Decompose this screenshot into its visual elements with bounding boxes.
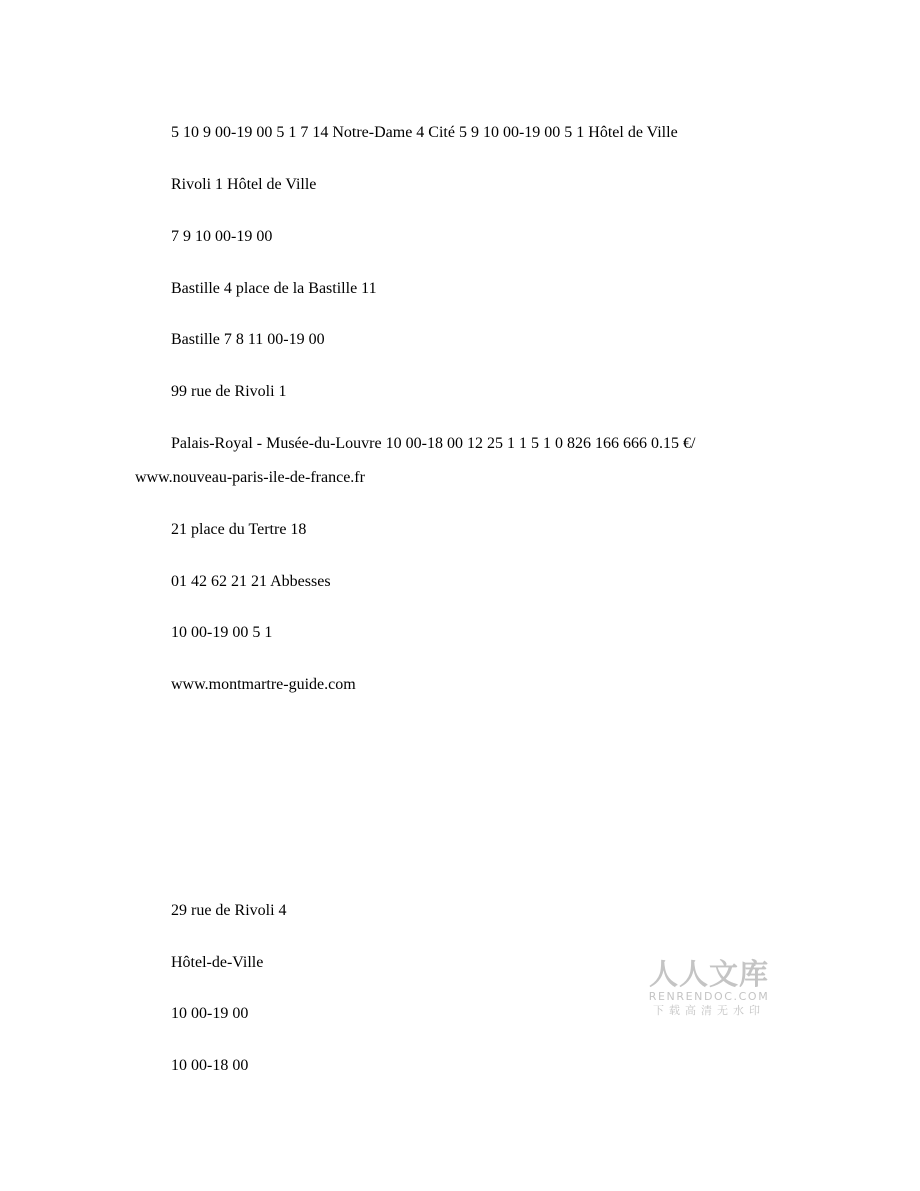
watermark-logo — [646, 958, 772, 1018]
text-line: Hôtel-de-Ville — [171, 954, 264, 971]
text-line: 29 rue de Rivoli 4 — [171, 902, 287, 919]
text-line: Bastille 7 8 11 00-19 00 — [171, 331, 325, 348]
text-line: www.montmartre-guide.com — [171, 676, 356, 693]
text-line: 10 00-19 00 — [171, 1005, 249, 1022]
text-line: 10 00-18 00 — [171, 1057, 249, 1074]
text-line: Palais-Royal - Musée-du-Louvre 10 00-18 00 12 25 1 1 5 1 0 826 166 666 0.15 €/ — [171, 435, 696, 452]
text-line: 10 00-19 00 5 1 — [171, 624, 273, 641]
text-line-continuation: www.nouveau-paris-ile-de-france.fr — [135, 469, 365, 486]
text-line: 99 rue de Rivoli 1 — [171, 383, 287, 400]
text-line: Rivoli 1 Hôtel de Ville — [171, 176, 317, 193]
text-line: Bastille 4 place de la Bastille 11 — [171, 280, 377, 297]
text-line: 5 10 9 00-19 00 5 1 7 14 Notre-Dame 4 Cité 5 9 10 00-19 00 5 1 Hôtel de Ville — [171, 124, 678, 141]
watermark-domain: RENRENDOC.COM — [648, 990, 770, 1003]
text-line: 21 place du Tertre 18 — [171, 521, 307, 538]
watermark-title: 人人文库 — [648, 957, 769, 991]
text-line: 7 9 10 00-19 00 — [171, 228, 273, 245]
text-line: 01 42 62 21 21 Abbesses — [171, 573, 331, 590]
watermark-slogan: 下载高清无水印 — [653, 1004, 765, 1017]
